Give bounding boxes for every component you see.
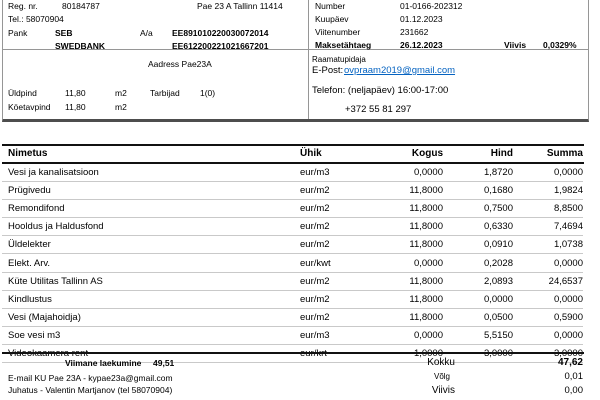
item-name: Remondifond <box>8 203 65 215</box>
item-name: Soe vesi m3 <box>8 329 61 341</box>
reference-number-label: Viitenumber <box>315 27 361 37</box>
item-quantity: 0,0000 <box>413 167 443 179</box>
table-row <box>2 164 583 182</box>
col-header-price: Hind <box>490 148 513 159</box>
item-sum: 0,0000 <box>553 329 583 341</box>
table-row <box>2 200 583 218</box>
item-sum: 7,4694 <box>553 221 583 233</box>
reg-nr-label: Reg. nr. <box>8 1 38 11</box>
heated-area-unit: m2 <box>115 102 127 112</box>
company-address: Pae 23 A Tallinn 11414 <box>197 1 283 11</box>
bank-label: Pank <box>8 28 28 38</box>
table-row <box>2 218 583 236</box>
table-row <box>2 309 583 327</box>
item-name: Küte Utilitas Tallinn AS <box>8 275 103 287</box>
item-unit: eur/m3 <box>300 167 330 179</box>
total-area-unit: m2 <box>115 88 127 98</box>
item-sum: 0,0000 <box>553 167 583 179</box>
item-name: Üldelekter <box>8 239 51 251</box>
item-quantity: 0,0000 <box>413 257 443 269</box>
reference-number-value: 231662 <box>400 27 429 37</box>
item-price: 0,0000 <box>483 293 513 305</box>
interest-value: 0,00 <box>564 385 583 396</box>
item-name: Hooldus ja Haldusfond <box>8 221 104 233</box>
item-sum: 1,0738 <box>553 239 583 251</box>
header-vertical-divider <box>308 0 309 119</box>
accountant-email-link[interactable]: ovpraam2019@gmail.com <box>344 65 456 76</box>
total-label: Kokku <box>427 357 455 368</box>
item-sum: 0,0000 <box>553 293 583 305</box>
item-unit: eur/m2 <box>300 239 330 251</box>
item-unit: eur/m2 <box>300 185 330 197</box>
total-area-value: 11,80 <box>65 88 86 98</box>
last-payment-value: 49,51 <box>153 358 175 368</box>
item-quantity: 11,8000 <box>409 185 443 197</box>
accountant-label: Raamatupidaja <box>312 55 366 64</box>
item-unit: eur/m2 <box>300 203 330 215</box>
item-sum: 0,0000 <box>553 257 583 269</box>
consumers-value: 1(0) <box>200 88 216 98</box>
item-quantity: 11,8000 <box>409 275 443 287</box>
item-price: 0,1680 <box>483 185 513 197</box>
invoice-number-label: Number <box>315 1 346 11</box>
item-quantity: 11,8000 <box>409 311 443 323</box>
item-price: 0,7500 <box>483 203 513 215</box>
item-quantity: 11,8000 <box>409 203 443 215</box>
item-quantity: 0,0000 <box>413 329 443 341</box>
consumers-label: Tarbijad <box>150 88 180 98</box>
item-unit: eur/kwt <box>300 257 331 269</box>
due-date-label: Maksetähtaeg <box>315 40 372 50</box>
table-bottom-rule <box>2 352 584 354</box>
table-row <box>2 291 583 309</box>
item-name: Kindlustus <box>8 293 52 305</box>
col-header-name: Nimetus <box>8 148 48 159</box>
invoice-date-value: 01.12.2023 <box>400 14 443 24</box>
item-price: 5,5150 <box>483 329 513 341</box>
item-unit: eur/m2 <box>300 293 330 305</box>
invoice-number-value: 01-0166-202312 <box>400 1 463 11</box>
table-header <box>2 146 583 161</box>
item-price: 0,0500 <box>483 311 513 323</box>
item-sum: 8,8500 <box>553 203 583 215</box>
table-row <box>2 254 583 272</box>
item-unit: eur/m2 <box>300 221 330 233</box>
item-name: Elekt. Arv. <box>8 257 51 269</box>
penalty-rate-value: 0,0329% <box>543 40 577 50</box>
item-quantity: 11,8000 <box>409 293 443 305</box>
item-name: Vesi ja kanalisatsioon <box>8 167 99 179</box>
account-label: A/a <box>140 28 153 38</box>
property-address: Aadress Pae23A <box>148 59 212 69</box>
total-area-label: Üldpind <box>8 88 37 98</box>
bank-name-1: SEB <box>55 28 73 38</box>
item-price: 0,0910 <box>483 239 513 251</box>
phone-number: +372 55 81 297 <box>345 104 412 115</box>
debt-value: 0,01 <box>564 371 583 382</box>
heated-area-label: Köetavpind <box>8 102 51 112</box>
item-unit: eur/m2 <box>300 311 330 323</box>
debt-label: Võlg <box>433 372 450 381</box>
item-unit: eur/m3 <box>300 329 330 341</box>
item-name: Vesi (Majahoidja) <box>8 311 81 323</box>
table-row <box>2 327 583 345</box>
item-sum: 1,9824 <box>553 185 583 197</box>
table-row <box>2 236 583 254</box>
reg-nr-value: 80184787 <box>62 1 100 11</box>
penalty-rate-label: Viivis <box>504 40 527 50</box>
heated-area-value: 11,80 <box>65 102 86 112</box>
item-unit: eur/m2 <box>300 275 330 287</box>
table-row <box>2 273 583 291</box>
item-price: 0,2028 <box>483 257 513 269</box>
item-quantity: 11,8000 <box>409 221 443 233</box>
item-quantity: 11,8000 <box>409 239 443 251</box>
invoice-date-label: Kuupäev <box>315 14 349 24</box>
col-header-unit: Ühik <box>300 148 322 159</box>
item-price: 0,6330 <box>483 221 513 233</box>
total-value: 47,62 <box>557 357 583 368</box>
item-sum: 0,5900 <box>553 311 583 323</box>
phone-hours: Telefon: (neljapäev) 16:00-17:00 <box>312 85 449 96</box>
invoice-header-box <box>2 0 589 122</box>
item-sum: 24,6537 <box>548 275 583 287</box>
col-header-qty: Kogus <box>411 148 443 159</box>
item-name: Prügivedu <box>8 185 51 197</box>
interest-label: Viivis <box>431 385 455 396</box>
epost-label: E-Post: <box>312 65 344 76</box>
account-number-2: EE612200221021667201 <box>172 41 269 51</box>
last-payment-label: Viimane laekumine <box>65 358 142 368</box>
table-row <box>2 182 583 200</box>
bank-name-2: SWEDBANK <box>55 41 106 51</box>
col-header-sum: Summa <box>546 148 583 159</box>
invoice-items <box>2 164 583 363</box>
company-tel: Tel.: 58070904 <box>8 14 64 24</box>
due-date-value: 26.12.2023 <box>400 40 443 50</box>
item-price: 2,0893 <box>483 275 513 287</box>
footer-email-line: E-mail KU Pae 23A - kypae23a@gmail.com <box>8 373 173 383</box>
account-number-1: EE891010220030072014 <box>172 28 269 38</box>
item-price: 1,8720 <box>483 167 513 179</box>
footer-board-line: Juhatus - Valentin Martjanov (tel 58070904) <box>8 385 173 395</box>
